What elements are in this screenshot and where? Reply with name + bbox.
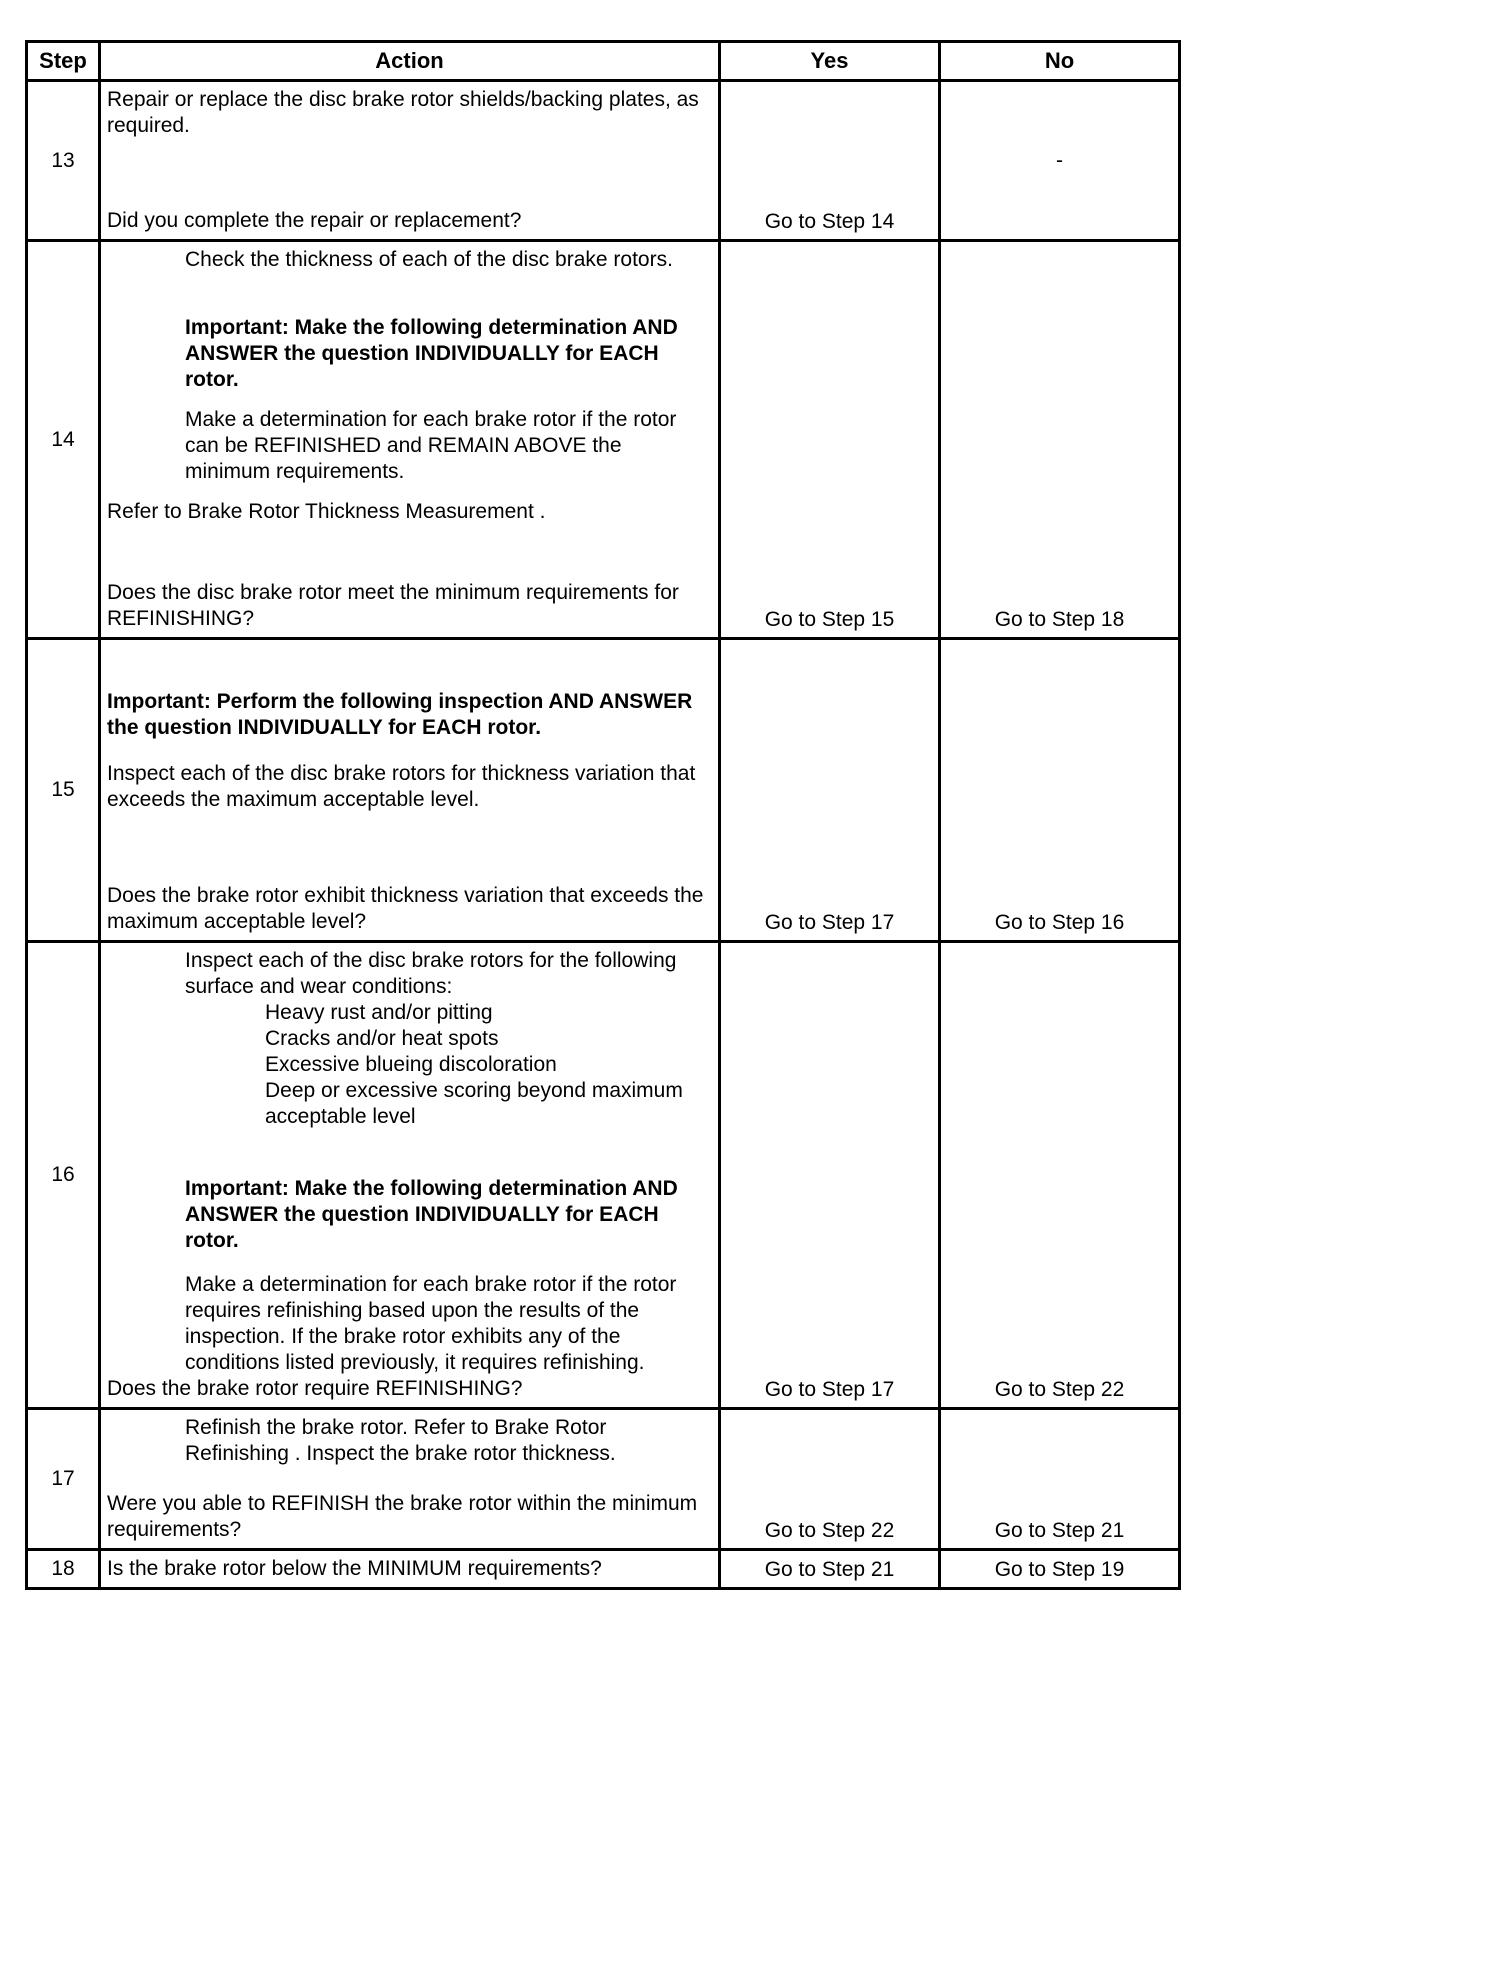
- action-cell: [98, 82, 718, 239]
- header-yes: Yes: [718, 43, 938, 79]
- step-cell: [28, 1551, 98, 1587]
- action-content: [107, 948, 712, 1376]
- no-cell-value: Go to Step 21: [994, 1519, 1125, 1542]
- action-important-note: Important: Make the following determination AND ANSWER the question INDIVIDUALLY for EACH rotor.: [185, 316, 678, 391]
- table-row: [28, 1548, 1178, 1587]
- table-row: [28, 79, 1178, 239]
- action-paragraph: Inspect each of the disc brake rotors for thickness variation that exceeds the maximum acceptable level.: [107, 762, 696, 811]
- step-number: 14: [51, 427, 75, 451]
- header-no: No: [938, 43, 1178, 79]
- action-question: Does the disc brake rotor meet the minimum requirements for REFINISHING?: [107, 581, 679, 630]
- action-paragraph: Repair or replace the disc brake rotor shields/backing plates, as required.: [107, 88, 699, 137]
- yes-cell-value: Go to Step 14: [764, 210, 895, 233]
- no-cell-value: Go to Step 19: [994, 1558, 1125, 1581]
- step-number: 13: [51, 148, 75, 172]
- no-cell-value: -: [1056, 148, 1063, 172]
- action-question: Does the brake rotor require REFINISHING?: [107, 1377, 523, 1400]
- action-cell: [98, 943, 718, 1407]
- yes-cell: [718, 943, 938, 1407]
- no-cell: [938, 943, 1178, 1407]
- action-cell: [98, 1410, 718, 1548]
- no-cell-value: Go to Step 18: [994, 608, 1125, 631]
- yes-cell-value: Go to Step 17: [764, 911, 895, 934]
- action-paragraph: Deep or excessive scoring beyond maximum acceptable level: [265, 1079, 683, 1128]
- yes-cell: [718, 1410, 938, 1548]
- table-row: [28, 1407, 1178, 1548]
- no-cell: [938, 1551, 1178, 1587]
- action-question: Does the brake rotor exhibit thickness variation that exceeds the maximum acceptable level?: [107, 884, 704, 933]
- action-cell: [98, 640, 718, 940]
- action-important-note: Important: Make the following determination AND ANSWER the question INDIVIDUALLY for EACH rotor.: [185, 1177, 678, 1252]
- no-cell: [938, 1410, 1178, 1548]
- action-paragraph: Heavy rust and/or pitting: [265, 1001, 493, 1024]
- action-paragraph: Make a determination for each brake rotor if the rotor can be REFINISHED and REMAIN ABOVE the minimum requirements.: [185, 408, 677, 483]
- step-number: 15: [51, 778, 75, 801]
- action-paragraph: Excessive blueing discoloration: [265, 1053, 557, 1076]
- table-body: [28, 79, 1178, 1587]
- action-paragraph: Make a determination for each brake rotor if the rotor requires refinishing based upon the results of the inspection. If the brake rotor exhibits any of the conditions listed previously, it requires refinishing.: [185, 1273, 677, 1374]
- no-cell: [938, 82, 1178, 239]
- action-content: [107, 645, 712, 813]
- header-action: Action: [98, 43, 718, 79]
- action-question: Is the brake rotor below the MINIMUM requirements?: [107, 1557, 602, 1580]
- yes-cell-value: Go to Step 21: [764, 1558, 895, 1581]
- table-row: [28, 637, 1178, 940]
- table-row: [28, 940, 1178, 1407]
- action-cell: [98, 1551, 718, 1587]
- action-content: [107, 247, 712, 525]
- step-number: 18: [51, 1557, 75, 1580]
- step-cell: [28, 640, 98, 940]
- step-cell: [28, 82, 98, 239]
- action-content: [107, 87, 712, 139]
- action-paragraph: Inspect each of the disc brake rotors for the following surface and wear conditions:: [185, 949, 677, 998]
- action-question: Did you complete the repair or replacement?: [107, 209, 522, 232]
- action-paragraph: Refinish the brake rotor. Refer to Brake Rotor Refinishing . Inspect the brake rotor thickness.: [185, 1416, 616, 1465]
- step-cell: [28, 1410, 98, 1548]
- yes-cell: [718, 640, 938, 940]
- action-question: Were you able to REFINISH the brake rotor within the minimum requirements?: [107, 1492, 698, 1541]
- action-content: [107, 1415, 712, 1467]
- action-paragraph: Refer to Brake Rotor Thickness Measurement .: [107, 500, 546, 523]
- action-cell: [98, 242, 718, 637]
- yes-cell-value: Go to Step 17: [764, 1378, 895, 1401]
- action-paragraph: Check the thickness of each of the disc brake rotors.: [185, 248, 673, 271]
- action-important-note: Important: Perform the following inspection AND ANSWER the question INDIVIDUALLY for EACH rotor.: [107, 690, 693, 739]
- no-cell: [938, 640, 1178, 940]
- diagnosis-table: [25, 40, 1181, 1590]
- yes-cell: [718, 242, 938, 637]
- yes-cell: [718, 1551, 938, 1587]
- action-paragraph: Cracks and/or heat spots: [265, 1027, 499, 1050]
- step-number: 17: [51, 1467, 75, 1490]
- no-cell-value: Go to Step 22: [994, 1378, 1125, 1401]
- header-step: Step: [39, 48, 87, 73]
- no-cell: [938, 242, 1178, 637]
- step-number: 16: [51, 1163, 75, 1186]
- yes-cell-value: Go to Step 22: [764, 1519, 895, 1542]
- table-row: [28, 239, 1178, 637]
- yes-cell-value: Go to Step 15: [764, 608, 895, 631]
- yes-cell: [718, 82, 938, 239]
- step-cell: [28, 242, 98, 637]
- no-cell-value: Go to Step 16: [994, 911, 1125, 934]
- table-header-row: [28, 43, 1178, 79]
- step-cell: [28, 943, 98, 1407]
